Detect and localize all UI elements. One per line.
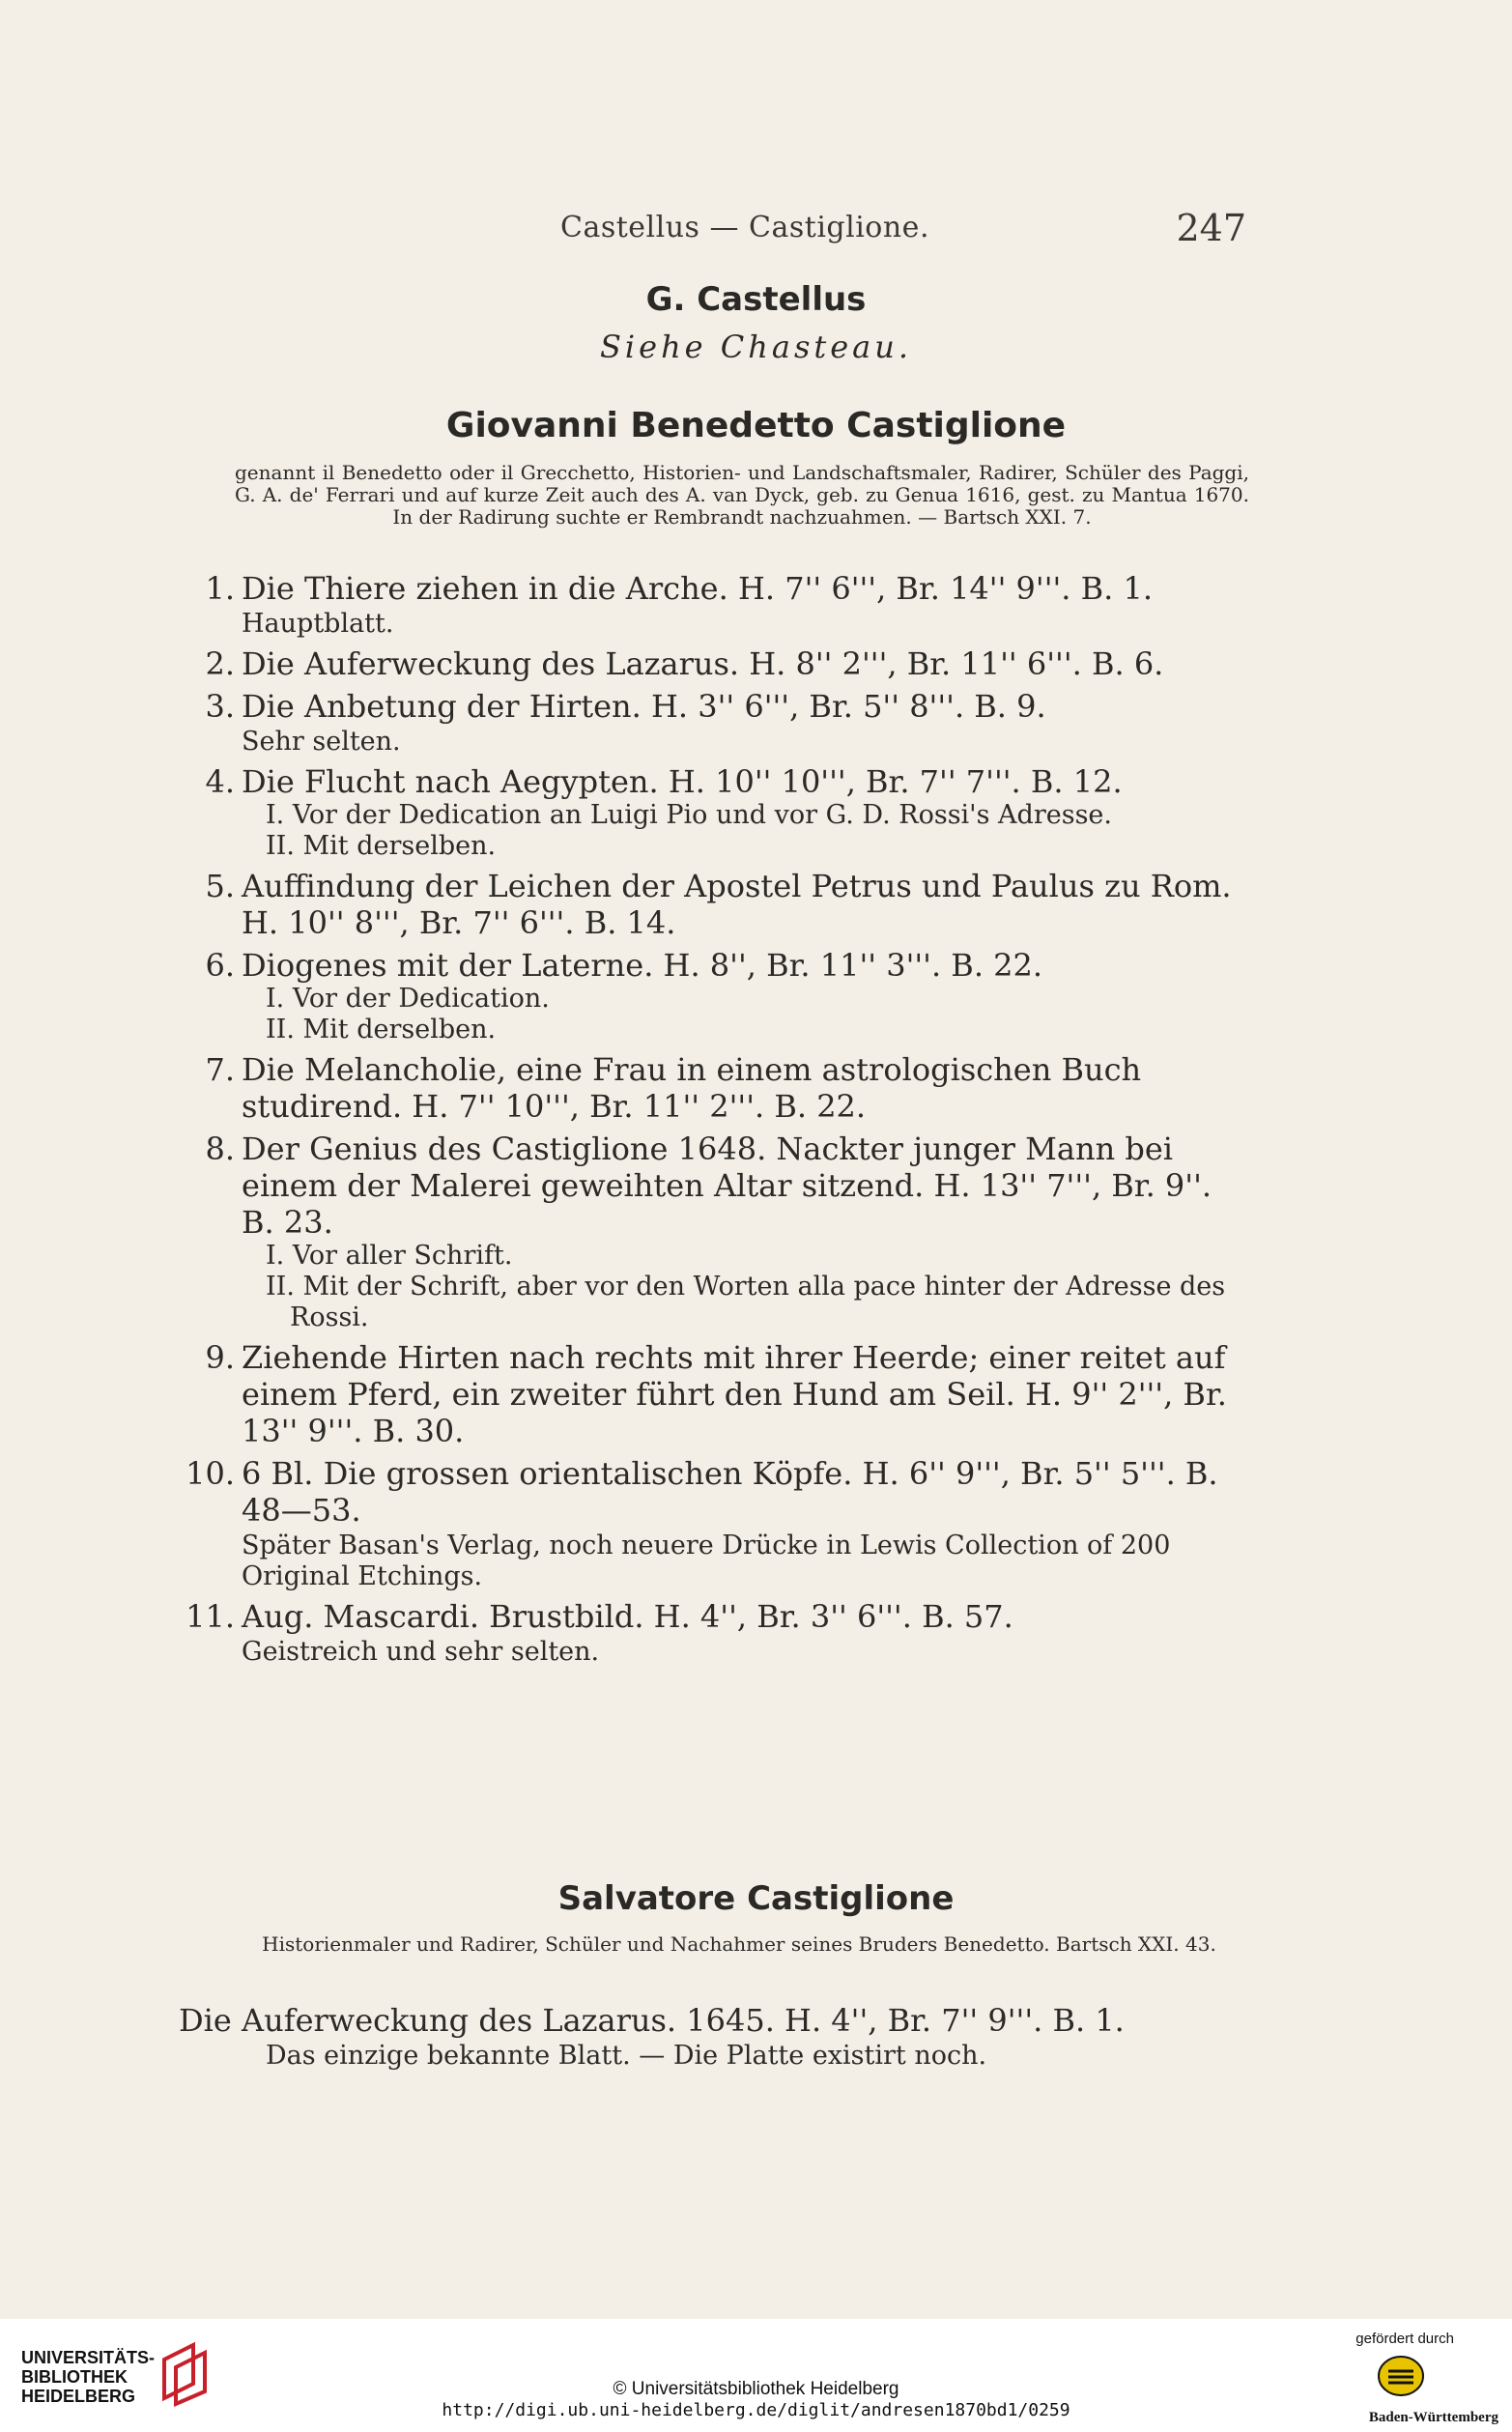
entry-state: II. Mit derselben. (266, 831, 497, 861)
catalogue-entry (169, 570, 1251, 640)
entry-number: 7. (205, 1051, 235, 1088)
entry-note: Sehr selten. (242, 727, 401, 757)
catalogue-entries (169, 570, 1251, 1674)
page-number: 247 (1176, 207, 1246, 249)
source-url[interactable]: http://digi.ub.uni-heidelberg.de/diglit/andresen1870bd1/0259 (442, 2400, 1070, 2420)
entry-number: 1. (205, 570, 235, 607)
salvatore-entry (179, 2002, 1261, 2075)
library-line-2: BIBLIOTHEK (21, 2367, 128, 2387)
entry-state: I. Vor der Dedication an Luigi Pio und vor G. D. Rossi's Adresse. (266, 800, 1112, 830)
salvatore-intro: Historienmaler und Radirer, Schüler und Nachahmer seines Bruders Benedetto. Bartsch XXI. 43. (262, 1932, 1216, 1956)
catalogue-entry (169, 947, 1251, 1045)
coat-of-arms-icon (1377, 2352, 1425, 2400)
entry-number: 4. (205, 763, 235, 800)
entry-state: I. Vor der Dedication. (266, 984, 550, 1014)
catalogue-entry (169, 1130, 1251, 1333)
heading-castellus: G. Castellus (645, 280, 867, 319)
cross-reference: Siehe Chasteau. (599, 329, 913, 365)
catalogue-entry (169, 1598, 1251, 1668)
heading-salvatore: Salvatore Castiglione (557, 1879, 955, 1918)
entry-number: 3. (205, 688, 235, 725)
entry-text: Der Genius des Castiglione 1648. Nackter junger Mann bei einem der Malerei geweihten Altar sitzend. H. 13'' 7''', Br. 9''. B. 23. (242, 1130, 1212, 1241)
catalogue-entry (169, 1339, 1251, 1449)
entry-text: Auffindung der Leichen der Apostel Petrus und Paulus zu Rom. H. 10'' 8''', Br. 7'' 6'''. B. 14. (242, 868, 1232, 941)
entry-text: Die Melancholie, eine Frau in einem astrologischen Buch studirend. H. 7'' 10''', Br. 11'' 2'''. B. 22. (242, 1051, 1142, 1125)
library-line-3: HEIDELBERG (21, 2387, 136, 2406)
entry-text: Die Anbetung der Hirten. H. 3'' 6''', Br. 5'' 8'''. B. 9. (242, 688, 1046, 725)
entry-number: 10. (185, 1455, 235, 1492)
entry-number: 6. (205, 947, 235, 984)
entry-text: Die Auferweckung des Lazarus. 1645. H. 4'', Br. 7'' 9'''. B. 1. (179, 2002, 1125, 2039)
catalogue-entry (169, 688, 1251, 758)
entry-text: Diogenes mit der Laterne. H. 8'', Br. 11'' 3'''. B. 22. (242, 947, 1043, 984)
entry-state: II. Mit der Schrift, aber vor den Worten alla pace hinter der Adresse des Rossi. (266, 1272, 1226, 1332)
copyright-text: © Universitätsbibliothek Heidelberg (613, 2379, 899, 2399)
entry-number: 11. (185, 1598, 235, 1635)
entry-note: Später Basan's Verlag, noch neuere Drücke in Lewis Collection of 200 Original Etchings. (242, 1531, 1171, 1591)
entry-note: Geistreich und sehr selten. (242, 1637, 600, 1667)
funder-name: Baden-Württemberg (1368, 2410, 1498, 2425)
entry-text: 6 Bl. Die grossen orientalischen Köpfe. H. 6'' 9''', Br. 5'' 5'''. B. 48—53. (242, 1455, 1218, 1529)
library-line-1: UNIVERSITÄTS- (21, 2348, 156, 2367)
catalogue-entry (169, 1051, 1251, 1125)
footer-bar (0, 2319, 1512, 2432)
entry-note: Das einzige bekannte Blatt. — Die Platte existirt noch. (266, 2041, 987, 2071)
page-header (0, 207, 1512, 259)
funded-by-label: gefördert durch (1355, 2331, 1454, 2347)
heading-benedetto: Giovanni Benedetto Castiglione (445, 406, 1067, 445)
entry-number: 8. (205, 1130, 235, 1167)
entry-text: Die Thiere ziehen in die Arche. H. 7'' 6''', Br. 14'' 9'''. B. 1. (242, 570, 1154, 607)
entry-state: II. Mit derselben. (266, 1015, 497, 1044)
entry-text: Die Flucht nach Aegypten. H. 10'' 10''', Br. 7'' 7'''. B. 12. (242, 763, 1123, 800)
catalogue-entry (169, 1455, 1251, 1592)
entry-text: Aug. Mascardi. Brustbild. H. 4'', Br. 3'' 6'''. B. 57. (242, 1598, 1013, 1635)
catalogue-entry (169, 868, 1251, 941)
catalogue-entry (169, 763, 1251, 862)
entry-text: Ziehende Hirten nach rechts mit ihrer Heerde; einer reitet auf einem Pferd, ein zweiter führt den Hund am Seil. H. 9'' 2''', Br. 13'' 9'''. B. 30. (242, 1339, 1227, 1449)
entry-state: I. Vor aller Schrift. (266, 1241, 513, 1271)
entry-text: Die Auferweckung des Lazarus. H. 8'' 2''', Br. 11'' 6'''. B. 6. (242, 645, 1164, 682)
catalogue-entry (169, 645, 1251, 682)
entry-number: 5. (205, 868, 235, 904)
entry-number: 9. (205, 1339, 235, 1376)
entry-note: Hauptblatt. (242, 609, 394, 639)
entry-number: 2. (205, 645, 235, 682)
benedetto-intro: genannt il Benedetto oder il Grecchetto, Historien- und Landschaftsmaler, Radirer, Schüler des Paggi, G. A. de' Ferrari und auf kurze Zeit auch des A. van Dyck, geb. zu Genua 1616, gest. zu Mantua 1670. In der Radirung suchte er Rembrandt nachzuahmen. — Bartsch XXI. 7. (235, 461, 1249, 529)
running-title: Castellus — Castiglione. (560, 211, 929, 244)
